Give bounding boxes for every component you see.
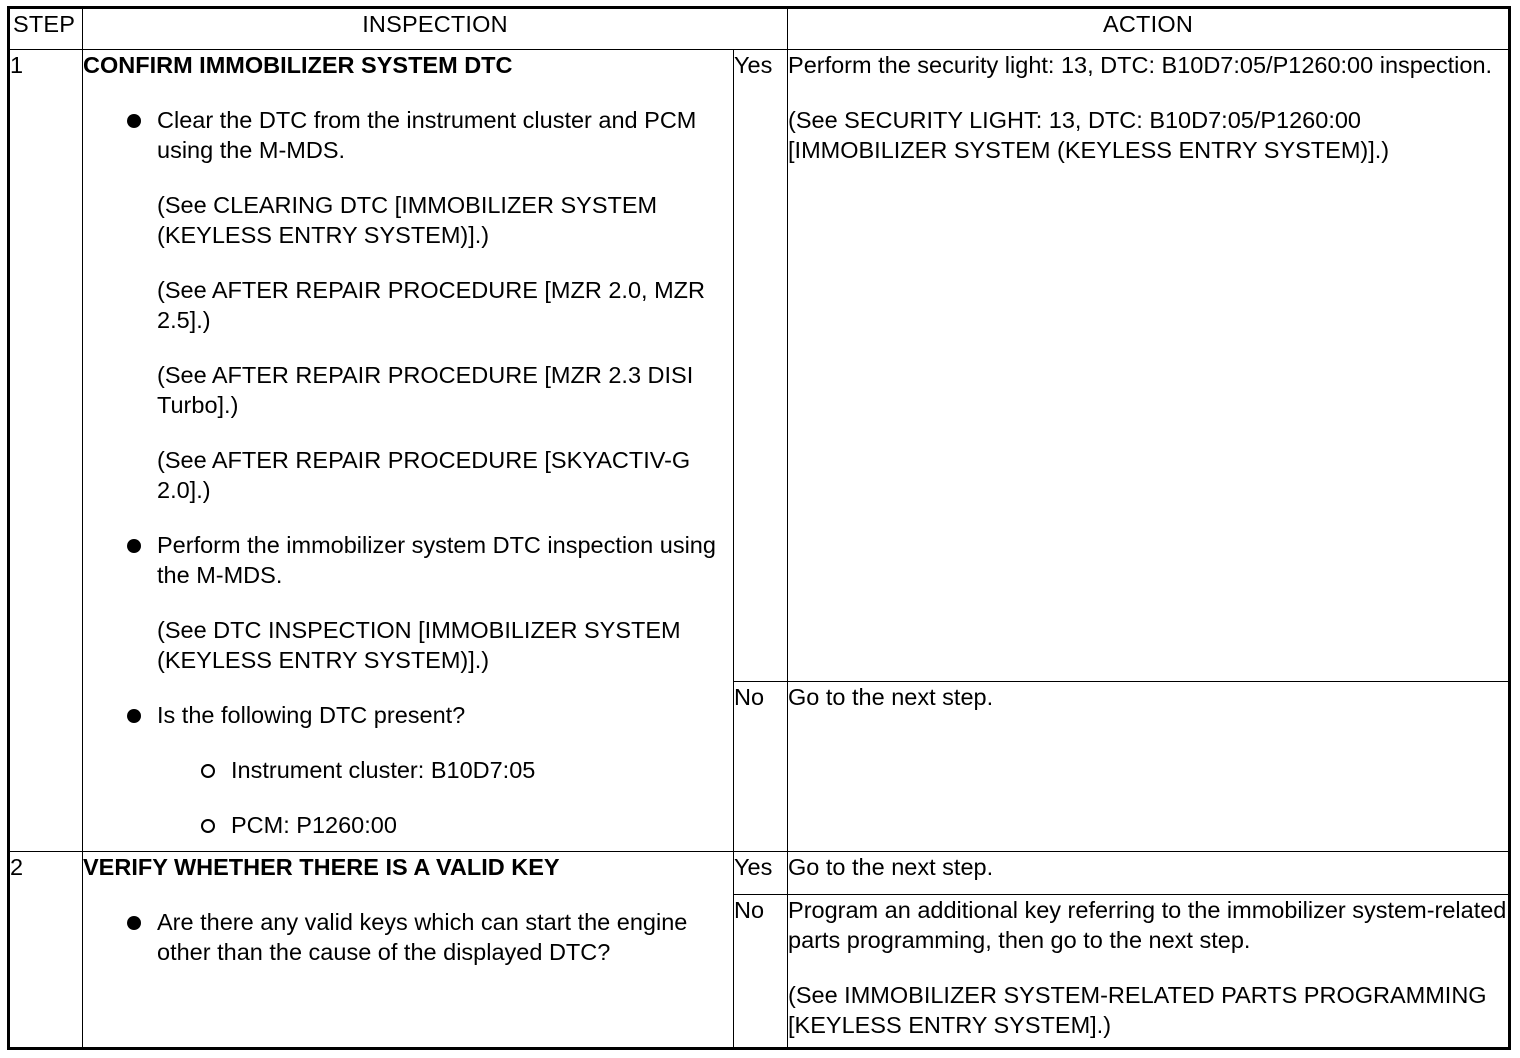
step-title: CONFIRM IMMOBILIZER SYSTEM DTC bbox=[83, 52, 513, 78]
inspection-bullet bbox=[83, 907, 733, 967]
inspection-bullet bbox=[83, 105, 733, 505]
action-text: Go to the next step. bbox=[788, 684, 994, 710]
reference-note: (See AFTER REPAIR PROCEDURE [MZR 2.0, MZR 2.5].) bbox=[157, 277, 705, 333]
yes-action bbox=[788, 50, 1510, 682]
bullet-dot-icon bbox=[127, 916, 141, 930]
yes-action bbox=[788, 852, 1510, 895]
header-row bbox=[9, 8, 1510, 50]
step-number: 1 bbox=[9, 50, 83, 852]
hollow-bullet-icon bbox=[201, 819, 215, 833]
action-text: Go to the next step. bbox=[788, 854, 994, 880]
bullet-text: Perform the immobilizer system DTC inspection using the M-MDS. bbox=[157, 532, 716, 588]
step-title: VERIFY WHETHER THERE IS A VALID KEY bbox=[83, 854, 560, 880]
step-number: 2 bbox=[9, 852, 83, 1049]
bullet-text: Clear the DTC from the instrument cluster and PCM using the M-MDS. bbox=[157, 107, 697, 163]
hollow-bullet-icon bbox=[201, 764, 215, 778]
step-2-yes-row bbox=[9, 852, 1510, 895]
reference-note: (See DTC INSPECTION [IMMOBILIZER SYSTEM (KEYLESS ENTRY SYSTEM)].) bbox=[157, 617, 681, 673]
reference-note: (See SECURITY LIGHT: 13, DTC: B10D7:05/P1260:00 [IMMOBILIZER SYSTEM (KEYLESS ENTRY SYSTEM)].) bbox=[788, 107, 1390, 163]
bullet-text: Is the following DTC present? bbox=[157, 702, 466, 728]
header-inspection: INSPECTION bbox=[83, 8, 788, 50]
step-1-yes-row bbox=[9, 50, 1510, 682]
header-action: ACTION bbox=[788, 8, 1510, 50]
no-action bbox=[788, 895, 1510, 1049]
action-text: Program an additional key referring to the immobilizer system-related parts programming, then go to the next step. bbox=[788, 897, 1507, 953]
subitem-text: Instrument cluster: B10D7:05 bbox=[231, 757, 536, 783]
reference-note: (See CLEARING DTC [IMMOBILIZER SYSTEM (KEYLESS ENTRY SYSTEM)].) bbox=[157, 192, 658, 248]
dtc-subitem bbox=[83, 810, 733, 840]
action-text: Perform the security light: 13, DTC: B10D7:05/P1260:00 inspection. bbox=[788, 52, 1493, 78]
bullet-dot-icon bbox=[127, 539, 141, 553]
header-step: STEP bbox=[9, 8, 83, 50]
diagnostic-procedure-page bbox=[7, 6, 1508, 1050]
no-label: No bbox=[734, 682, 788, 852]
reference-note: (See AFTER REPAIR PROCEDURE [MZR 2.3 DISI Turbo].) bbox=[157, 362, 694, 418]
step-inspection bbox=[83, 50, 734, 852]
bullet-text: Are there any valid keys which can start the engine other than the cause of the displayed DTC? bbox=[157, 909, 688, 965]
diagnostic-table bbox=[7, 6, 1511, 1050]
dtc-subitem bbox=[83, 755, 733, 785]
bullet-dot-icon bbox=[127, 709, 141, 723]
inspection-bullet bbox=[83, 530, 733, 675]
reference-note: (See AFTER REPAIR PROCEDURE [SKYACTIV-G 2.0].) bbox=[157, 447, 691, 503]
no-label: No bbox=[734, 895, 788, 1049]
bullet-dot-icon bbox=[127, 114, 141, 128]
inspection-bullet bbox=[83, 700, 733, 730]
yes-label: Yes bbox=[734, 50, 788, 682]
yes-label: Yes bbox=[734, 852, 788, 895]
reference-note: (See IMMOBILIZER SYSTEM-RELATED PARTS PROGRAMMING [KEYLESS ENTRY SYSTEM].) bbox=[788, 982, 1487, 1038]
step-inspection bbox=[83, 852, 734, 1049]
no-action bbox=[788, 682, 1510, 852]
subitem-text: PCM: P1260:00 bbox=[231, 812, 397, 838]
